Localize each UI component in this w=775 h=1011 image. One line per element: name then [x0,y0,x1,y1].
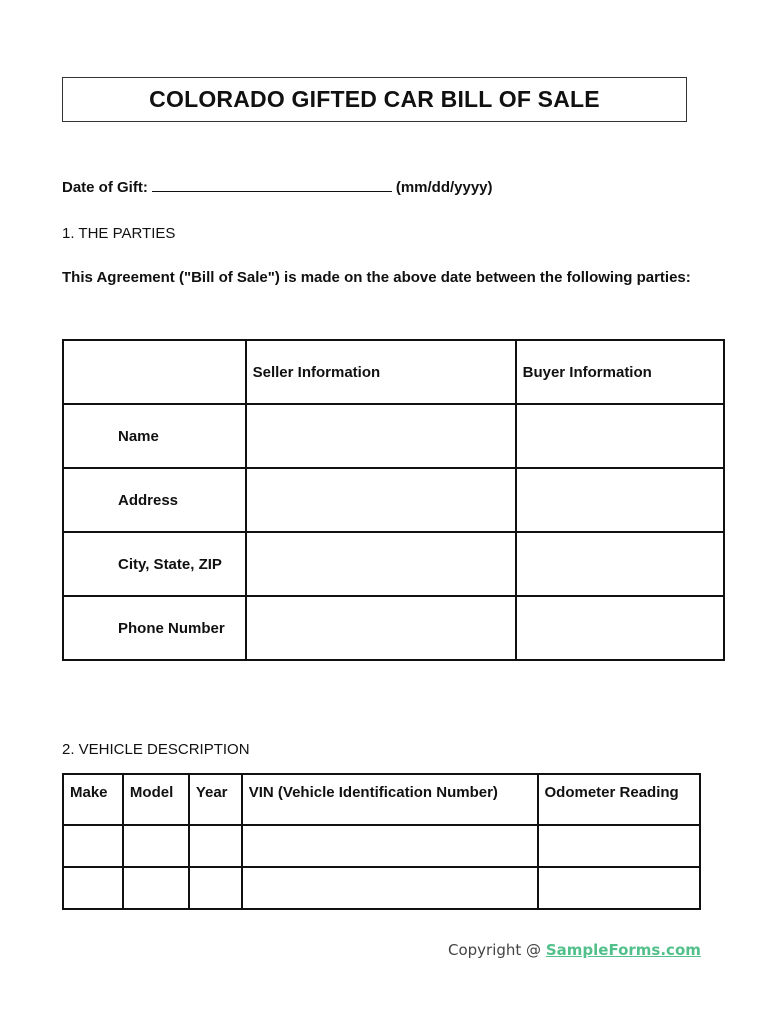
seller-name-cell[interactable] [246,404,516,468]
section2-heading: 2. VEHICLE DESCRIPTION [62,741,250,758]
row-label-city-state-zip: City, State, ZIP [63,532,246,596]
date-label: Date of Gift: [62,179,148,196]
model-cell[interactable] [123,825,189,867]
date-blank-field[interactable] [152,177,392,192]
seller-city-cell[interactable] [246,532,516,596]
table-row [63,532,724,596]
model-cell[interactable] [123,867,189,909]
row-label-name: Name [63,404,246,468]
header-model: Model [123,774,189,825]
row-label-phone: Phone Number [63,596,246,660]
odometer-cell[interactable] [538,867,701,909]
buyer-address-cell[interactable] [516,468,724,532]
agreement-text: This Agreement ("Bill of Sale") is made on the above date between the following parties: [62,269,691,286]
header-vin: VIN (Vehicle Identification Number) [242,774,538,825]
buyer-name-cell[interactable] [516,404,724,468]
make-cell[interactable] [63,867,123,909]
title-box [62,77,687,122]
header-seller: Seller Information [246,340,516,404]
make-cell[interactable] [63,825,123,867]
seller-phone-cell[interactable] [246,596,516,660]
table-row [63,867,700,909]
header-odometer: Odometer Reading [538,774,701,825]
date-format-hint: (mm/dd/yyyy) [395,179,493,196]
table-row [63,340,724,404]
vehicle-table [62,773,701,910]
header-cell-empty [63,340,246,404]
vin-cell[interactable] [242,867,538,909]
document-title: COLORADO GIFTED CAR BILL OF SALE [149,86,600,112]
header-year: Year [189,774,242,825]
header-buyer: Buyer Information [516,340,724,404]
table-row [63,774,700,825]
brand-link[interactable]: SampleForms.com [545,941,701,959]
buyer-city-cell[interactable] [516,532,724,596]
year-cell[interactable] [189,825,242,867]
table-row [63,468,724,532]
parties-table [62,339,725,661]
date-of-gift-row [62,177,493,196]
odometer-cell[interactable] [538,825,701,867]
table-row [63,404,724,468]
row-label-address: Address [63,468,246,532]
year-cell[interactable] [189,867,242,909]
buyer-phone-cell[interactable] [516,596,724,660]
vin-cell[interactable] [242,825,538,867]
section1-heading: 1. THE PARTIES [62,225,176,242]
copyright-prefix: Copyright @ [448,941,546,959]
seller-address-cell[interactable] [246,468,516,532]
header-make: Make [63,774,123,825]
table-row [63,825,700,867]
copyright-footer [448,941,701,959]
table-row [63,596,724,660]
